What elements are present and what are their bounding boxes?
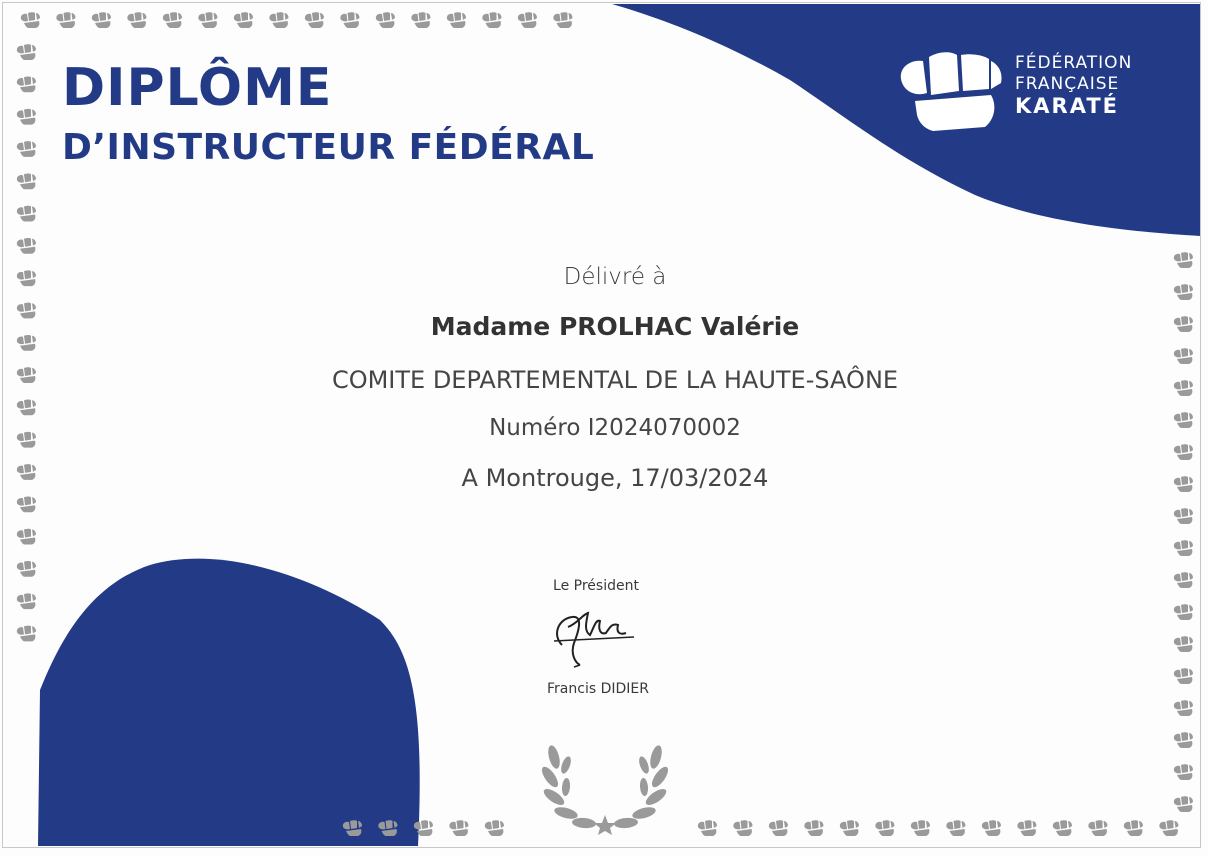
border-karate-icon (17, 303, 36, 319)
border-karate-icon (911, 820, 930, 836)
border-karate-icon (17, 561, 36, 577)
border-karate-icon (1174, 604, 1193, 620)
border-karate-icon (234, 12, 253, 28)
logo-line-3: KARATÉ (1015, 94, 1119, 118)
border-karate-icon (1174, 284, 1193, 300)
diploma-title: DIPLÔME (62, 58, 333, 118)
border-karate-icon (482, 12, 501, 28)
border-karate-icon (1174, 316, 1193, 332)
border-karate-icon (518, 12, 537, 28)
border-karate-icon (733, 820, 752, 836)
border-karate-icon (92, 12, 111, 28)
bottom-left-wave (38, 559, 420, 846)
border-karate-icon (1174, 348, 1193, 364)
border-karate-icon (1174, 252, 1193, 268)
border-karate-icon (1174, 764, 1193, 780)
border-karate-icon (17, 238, 36, 254)
border-karate-icon (840, 820, 859, 836)
border-karate-icon (1053, 820, 1072, 836)
border-karate-icon (485, 820, 504, 836)
federation-logo (893, 45, 1153, 135)
border-karate-icon (698, 820, 717, 836)
border-karate-icon (17, 367, 36, 383)
border-karate-icon (17, 400, 36, 416)
border-karate-icon (163, 12, 182, 28)
border-karate-icon (17, 77, 36, 93)
border-karate-icon (1174, 572, 1193, 588)
committee-name: COMITE DEPARTEMENTAL DE LA HAUTE-SAÔNE (331, 366, 899, 394)
border-karate-icon (982, 820, 1001, 836)
border-karate-icon (17, 141, 36, 157)
border-karate-icon (553, 12, 572, 28)
border-karate-icon (769, 820, 788, 836)
border-karate-icon (1174, 380, 1193, 396)
border-karate-icon (1174, 444, 1193, 460)
border-karate-icon (340, 12, 359, 28)
border-karate-icon (875, 820, 894, 836)
diploma-subtitle: D’INSTRUCTEUR FÉDÉRAL (62, 127, 595, 168)
border-karate-icon (946, 820, 965, 836)
border-karate-icon (269, 12, 288, 28)
border-karate-icon (198, 12, 217, 28)
logo-line-1: FÉDÉRATION (1015, 53, 1133, 73)
border-karate-icon (1174, 636, 1193, 652)
border-karate-icon (376, 12, 395, 28)
border-karate-icon (17, 270, 36, 286)
border-karate-icon (1174, 540, 1193, 556)
border-karate-icon (17, 496, 36, 512)
border-karate-icon (1159, 820, 1178, 836)
karate-fist-icon (893, 45, 1005, 135)
border-karate-icon (17, 529, 36, 545)
border-karate-icon (56, 12, 75, 28)
president-title: Le Président (553, 578, 639, 594)
border-karate-icon (127, 12, 146, 28)
border-karate-icon (1174, 412, 1193, 428)
laurel-wreath-icon (540, 735, 670, 835)
recipient-name: Madame PROLHAC Valérie (430, 312, 800, 341)
border-karate-icon (17, 206, 36, 222)
border-karate-icon (17, 432, 36, 448)
border-karate-icon (17, 173, 36, 189)
handwritten-signature (548, 605, 638, 670)
diploma-number: Numéro I2024070002 (489, 415, 741, 441)
border-karate-icon (17, 593, 36, 609)
border-karate-icon (17, 626, 36, 642)
place-and-date: A Montrouge, 17/03/2024 (461, 464, 769, 492)
border-karate-icon (1174, 508, 1193, 524)
border-karate-icon (1174, 700, 1193, 716)
border-karate-icon (1174, 796, 1193, 812)
border-karate-icon (17, 44, 36, 60)
border-karate-icon (804, 820, 823, 836)
border-karate-icon (1174, 732, 1193, 748)
border-karate-icon (411, 12, 430, 28)
border-karate-icon (17, 464, 36, 480)
border-karate-icon (1017, 820, 1036, 836)
border-karate-icon (17, 109, 36, 125)
president-name: Francis DIDIER (547, 681, 649, 697)
border-karate-icon (305, 12, 324, 28)
border-karate-icon (17, 335, 36, 351)
border-karate-icon (21, 12, 40, 28)
border-karate-icon (1174, 668, 1193, 684)
delivered-to-label: Délivré à (563, 264, 667, 290)
logo-line-2: FRANÇAISE (1015, 74, 1120, 94)
border-karate-icon (449, 820, 468, 836)
border-karate-icon (1174, 476, 1193, 492)
border-karate-icon (1124, 820, 1143, 836)
border-karate-icon (1088, 820, 1107, 836)
border-karate-icon (447, 12, 466, 28)
